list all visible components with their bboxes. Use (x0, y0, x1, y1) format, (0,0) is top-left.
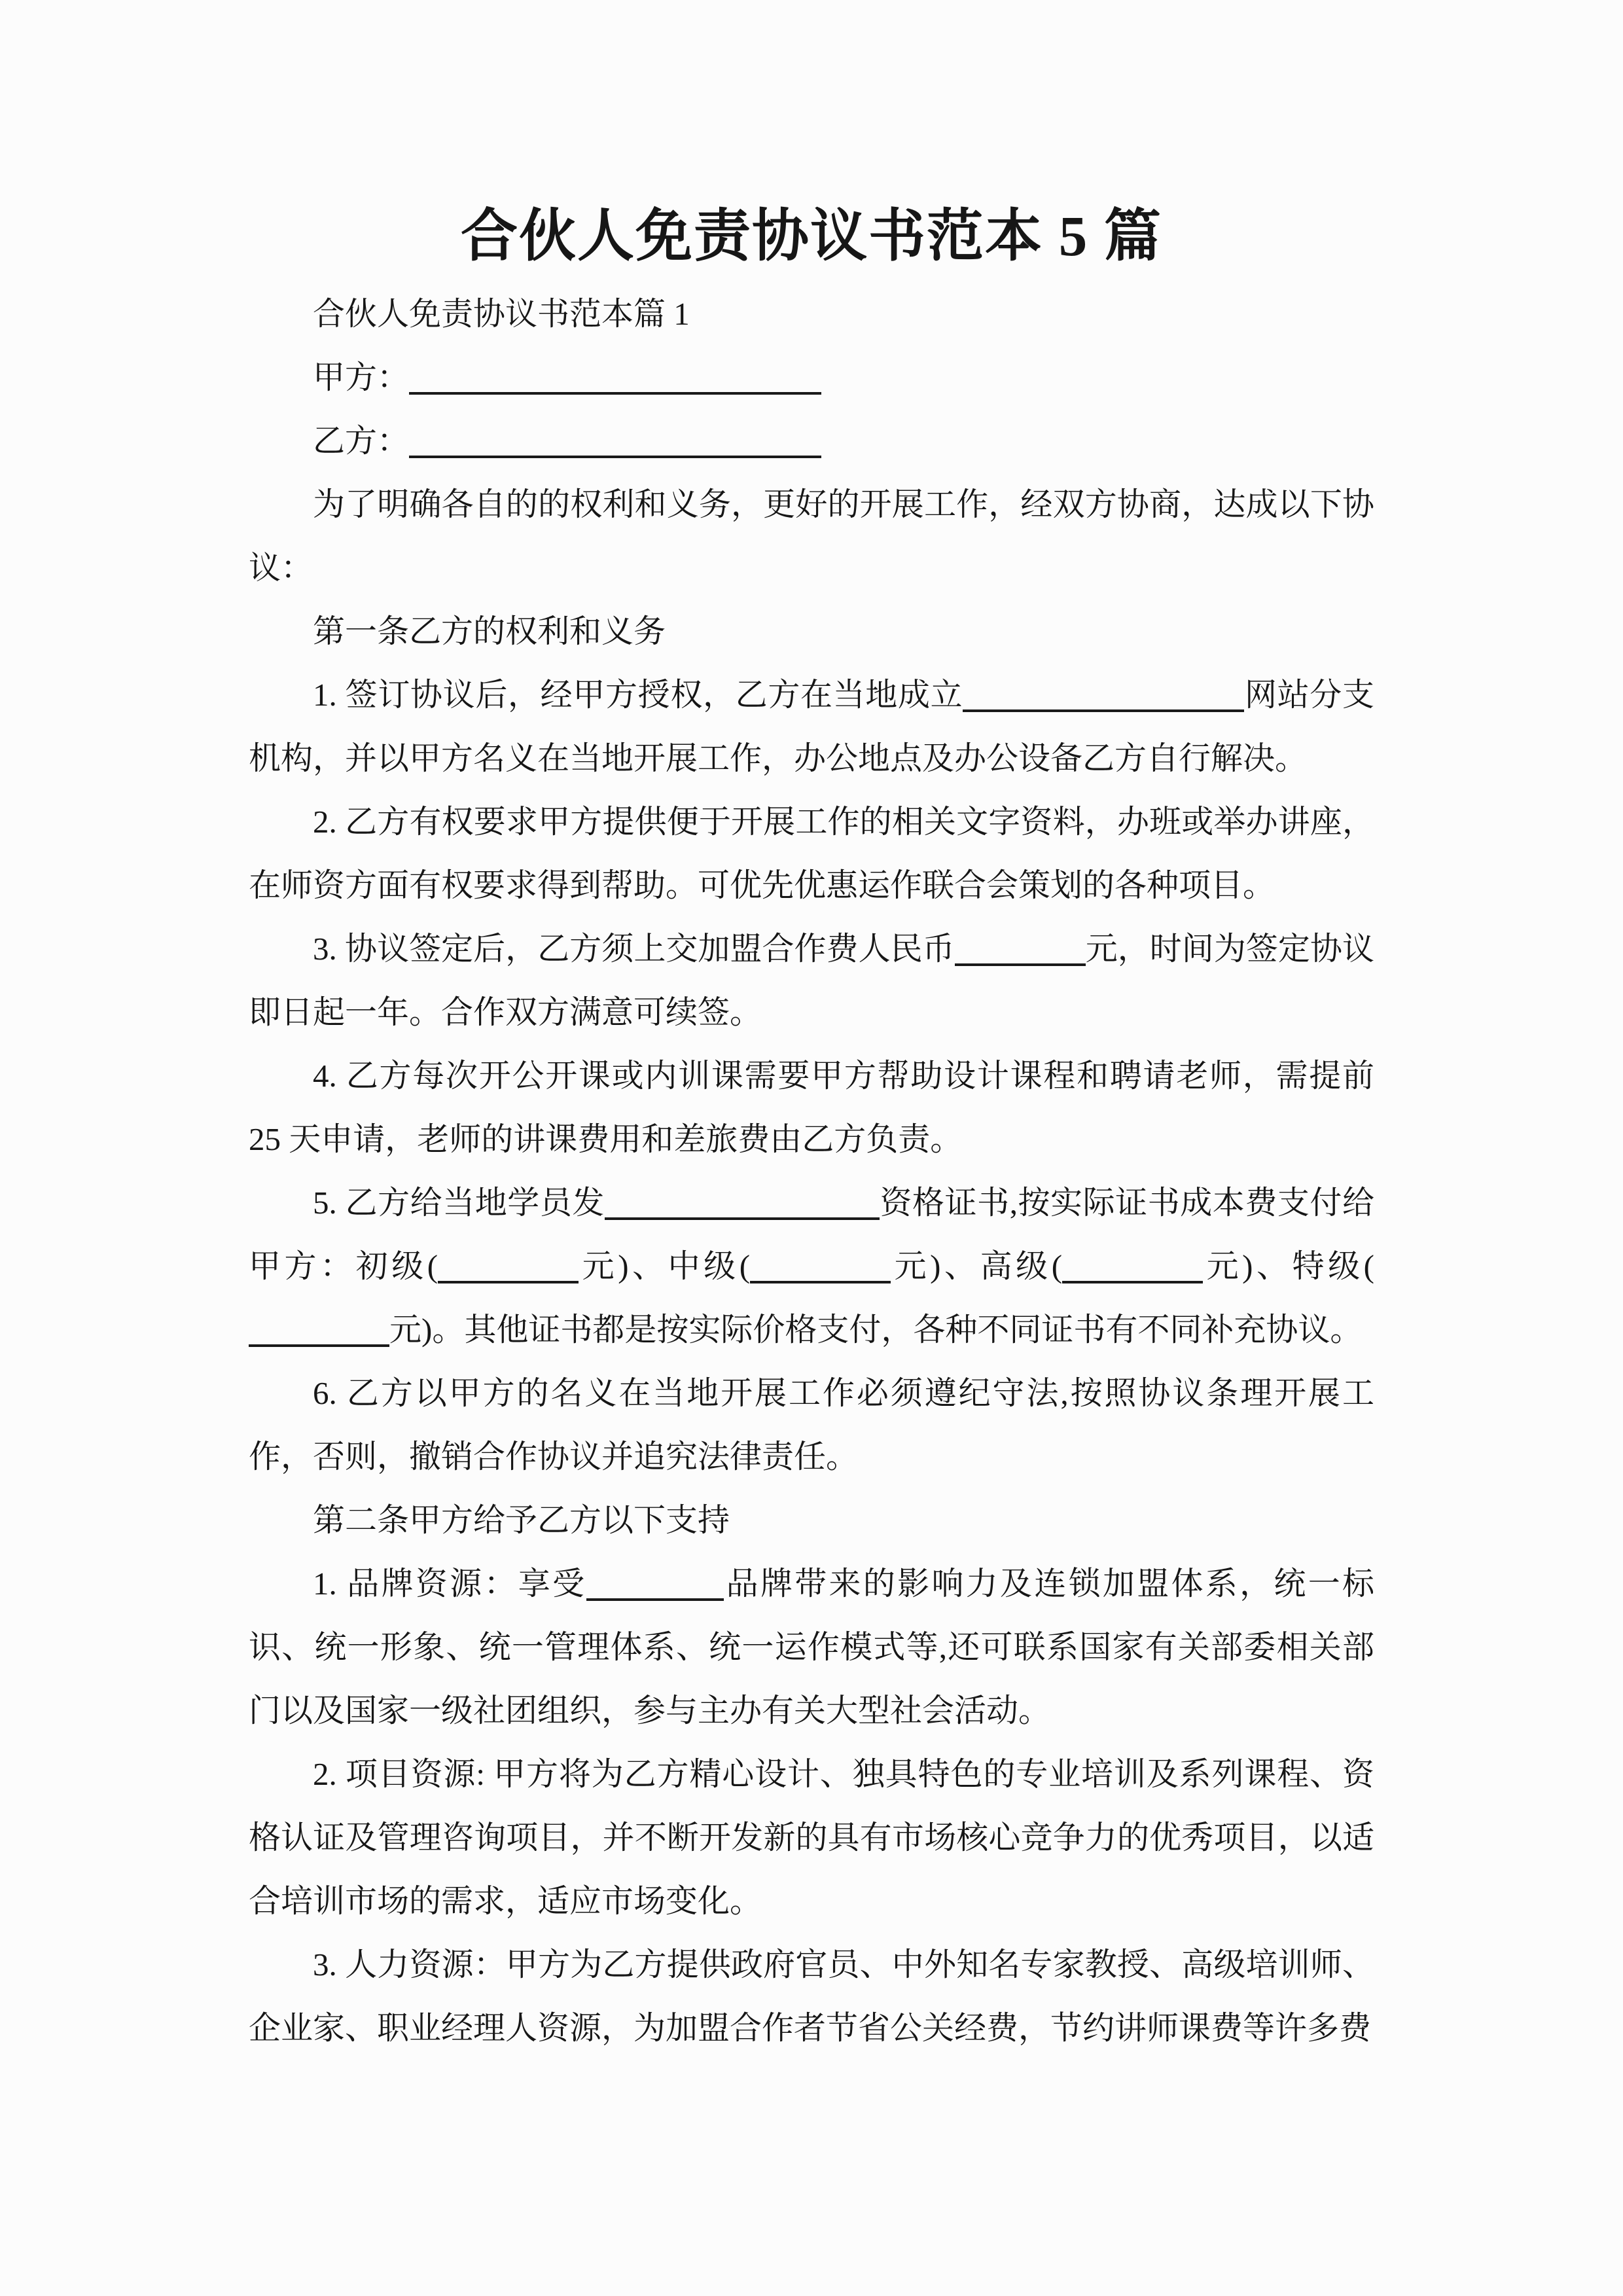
article-2-item-2 (249, 1742, 1374, 1933)
text-run: 资格证书,按实际证书成本费支付给甲方：初级( (249, 1185, 1374, 1284)
text-run: 6. 乙方以甲方的名义在当地开展工作必须遵纪守法,按照协议条理开展工作，否则，撤销合作协议并追究法律责任。 (249, 1375, 1374, 1475)
text-run: 元)、高级( (891, 1248, 1063, 1284)
fill-in-blank (409, 448, 821, 458)
article-1-item-5 (249, 1171, 1374, 1361)
fill-in-blank (750, 1273, 891, 1283)
article-1-heading (249, 600, 1374, 663)
fill-in-blank (249, 1336, 389, 1347)
text-run: 2. 乙方有权要求甲方提供便于开展工作的相关文字资料，办班或举办讲座，在师资方面有权要求得到帮助。可优先优惠运作联合会策划的各种项目。 (249, 804, 1374, 903)
article-1-item-2 (249, 790, 1374, 917)
text-run: 品牌带来的影响力及连锁加盟体系，统一标识、统一形象、统一管理体系、统一运作模式等,还可联系国家有关部委相关部门以及国家一级社团组织，参与主办有关大型社会活动。 (249, 1566, 1374, 1729)
fill-in-blank (955, 956, 1086, 966)
text-run: 元)、特级( (1203, 1248, 1374, 1284)
article-1-item-3 (249, 917, 1374, 1044)
document-title: 合伙人免责协议书范本 5 篇 (461, 204, 1162, 268)
text-run: 合伙人免责协议书范本篇 1 (313, 296, 690, 332)
fill-in-blank (1062, 1273, 1203, 1283)
preamble (249, 473, 1374, 600)
fill-in-blank (586, 1590, 724, 1601)
text-run: 甲方： (313, 359, 410, 395)
party-a-line (249, 346, 1374, 409)
subtitle (249, 282, 1374, 346)
article-2-item-3 (249, 1933, 1374, 2060)
text-run: 5. 乙方给当地学员发 (313, 1185, 605, 1221)
fill-in-blank (438, 1273, 579, 1283)
text-run: 元，时间为签定协议即日起一年。合作双方满意可续签。 (249, 931, 1374, 1030)
article-2-heading (249, 1488, 1374, 1552)
fill-in-blank (409, 384, 821, 395)
text-run: 第一条乙方的权利和义务 (313, 613, 666, 649)
document-body (249, 282, 1374, 2060)
text-run: 元)、中级( (579, 1248, 751, 1284)
text-run: 乙方： (313, 423, 410, 459)
article-1-item-1 (249, 663, 1374, 790)
text-run: 3. 人力资源：甲方为乙方提供政府官员、中外知名专家教授、高级培训师、企业家、职业经理人资源，为加盟合作者节省公关经费，节约讲师课费等许多费 (249, 1946, 1374, 2046)
article-2-item-1 (249, 1552, 1374, 1742)
text-run: 为了明确各自的的权利和义务，更好的开展工作，经双方协商，达成以下协议： (249, 486, 1374, 586)
fill-in-blank (963, 702, 1244, 712)
text-run: 元)。其他证书都是按实际价格支付，各种不同证书有不同补充协议。 (389, 1312, 1363, 1348)
article-1-item-4 (249, 1044, 1374, 1171)
text-run: 1. 品牌资源：享受 (313, 1566, 587, 1602)
text-run: 第二条甲方给予乙方以下支持 (313, 1502, 730, 1538)
text-run: 3. 协议签定后，乙方须上交加盟合作费人民币 (313, 931, 955, 967)
party-b-line (249, 409, 1374, 473)
text-run: 4. 乙方每次开公开课或内训课需要甲方帮助设计课程和聘请老师，需提前 25 天申请，老师的讲课费用和差旅费由乙方负责。 (249, 1058, 1374, 1157)
fill-in-blank (605, 1210, 880, 1220)
text-run: 1. 签订协议后，经甲方授权，乙方在当地成立 (313, 677, 963, 713)
article-1-item-6 (249, 1361, 1374, 1488)
text-run: 2. 项目资源: 甲方将为乙方精心设计、独具特色的专业培训及系列课程、资格认证及管理咨询项目，并不断开发新的具有市场核心竞争力的优秀项目，以适合培训市场的需求，适应市场变化。 (249, 1756, 1374, 1919)
text-run: 网站分支机构，并以甲方名义在当地开展工作，办公地点及办公设备乙方自行解决。 (249, 677, 1374, 776)
